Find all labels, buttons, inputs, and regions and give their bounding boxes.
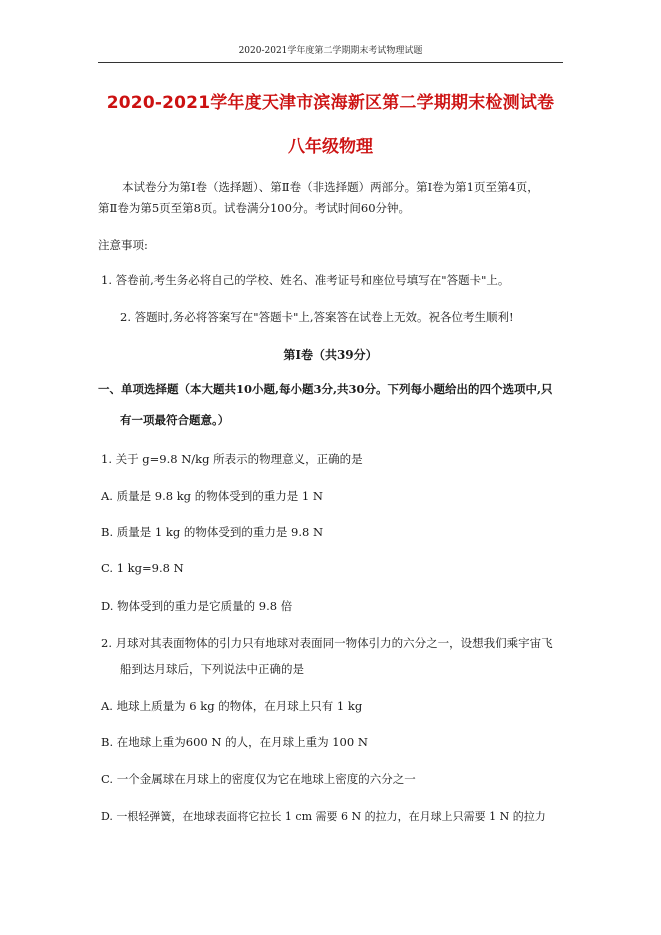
running-header: 2020-2021学年度第二学期期末考试物理试题 xyxy=(238,46,423,56)
question-2-stem-line-2: 船到达月球后，下列说法中正确的是 xyxy=(120,662,304,676)
question-2-option-d: D. 一根轻弹簧，在地球表面将它拉长 1 cm 需要 6 N 的拉力，在月球上只需要 1 N 的拉力 xyxy=(101,810,546,823)
note-2: 2. 答题时,务必将答案写在"答题卡"上,答案答在试卷上无效。祝各位考生顺利! xyxy=(120,310,514,324)
question-2-option-b: B. 在地球上重为600 N 的人，在月球上重为 100 N xyxy=(101,735,368,749)
question-1-option-a: A. 质量是 9.8 kg 的物体受到的重力是 1 N xyxy=(101,489,323,503)
intro-line-2: 第Ⅱ卷为第5页至第8页。试卷满分100分。考试时间60分钟。 xyxy=(98,201,411,215)
note-1: 1. 答卷前,考生务必将自己的学校、姓名、准考证号和座位号填写在"答题卡"上。 xyxy=(101,273,510,287)
part-heading: 第Ⅰ卷（共39分） xyxy=(283,348,378,362)
notes-heading: 注意事项: xyxy=(98,238,148,252)
exam-subtitle: 八年级物理 xyxy=(288,137,373,157)
question-1-stem: 1. 关于 g=9.8 N/kg 所表示的物理意义，正确的是 xyxy=(101,452,363,466)
intro-line-1: 本试卷分为第Ⅰ卷（选择题）、第Ⅱ卷（非选择题）两部分。第Ⅰ卷为第1页至第4页， xyxy=(122,180,539,194)
question-2-option-c: C. 一个金属球在月球上的密度仅为它在地球上密度的六分之一 xyxy=(101,772,416,786)
question-1-option-b: B. 质量是 1 kg 的物体受到的重力是 9.8 N xyxy=(101,525,324,539)
section-instruction-line-1: 一、单项选择题（本大题共10小题,每小题3分,共30分。下列每小题给出的四个选项中,只 xyxy=(98,382,553,396)
question-2-option-a: A. 地球上质量为 6 kg 的物体，在月球上只有 1 kg xyxy=(101,699,363,713)
exam-title: 2020-2021学年度天津市滨海新区第二学期期末检测试卷 xyxy=(106,93,555,113)
section-instruction-line-2: 有一项最符合题意。） xyxy=(120,413,230,427)
question-1-option-d: D. 物体受到的重力是它质量的 9.8 倍 xyxy=(101,599,293,613)
question-2-stem-line-1: 2. 月球对其表面物体的引力只有地球对表面同一物体引力的六分之一，设想我们乘宇宙飞 xyxy=(101,636,553,650)
header-divider xyxy=(98,62,563,63)
question-1-option-c: C. 1 kg=9.8 N xyxy=(101,561,184,575)
